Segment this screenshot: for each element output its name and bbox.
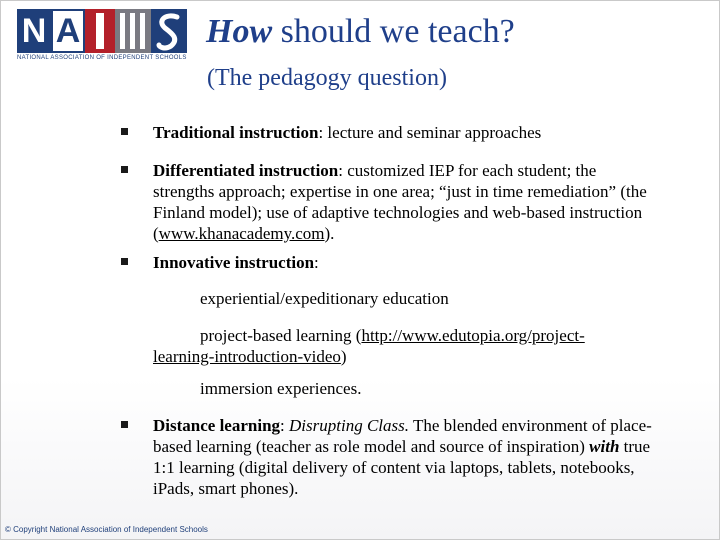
bullet-text — [153, 160, 653, 244]
item-text: project-based learning ( — [200, 326, 362, 345]
logo-letter-n-icon: N — [17, 9, 51, 53]
slide-title — [206, 13, 515, 51]
logo-swirl-s-icon — [151, 9, 187, 53]
bullet-text — [153, 122, 653, 143]
square-bullet-icon — [121, 166, 128, 173]
bullet-body: : customized IEP for each student; the strengths approach; expertise in one area; “just in time remediation” (the Finland model); use of adaptive technologies and web-based instruction ( — [153, 161, 647, 243]
bullet-body: : lecture and seminar approaches — [318, 123, 542, 142]
nais-logo — [17, 9, 187, 64]
innovative-item-project-based — [153, 325, 633, 367]
square-bullet-icon — [121, 421, 128, 428]
innovative-item-experiential: experiential/expeditionary education — [200, 289, 449, 308]
title-rest: should we teach? — [272, 13, 515, 50]
bullet-heading: Differentiated instruction — [153, 161, 339, 180]
emphasis-with: with — [589, 437, 620, 456]
book-title: Disrupting Class. — [289, 416, 409, 435]
bullet-body: : — [314, 253, 319, 272]
innovative-item-immersion: immersion experiences. — [200, 379, 362, 398]
bullet-text — [153, 252, 653, 273]
logo-caption: NATIONAL ASSOCIATION OF INDEPENDENT SCHOOLS — [17, 55, 187, 61]
copyright-footer: © Copyright National Association of Independent Schools — [5, 525, 208, 534]
bullet-body-2: The blended environment of place-based learning (teacher as role model and source of inspiration) — [153, 416, 652, 456]
bullet-body-end: ). — [324, 224, 335, 243]
logo-pillar-icon — [85, 9, 115, 53]
item-text-end: ) — [340, 347, 347, 366]
bullet-body-3: true 1:1 learning (digital delivery of content via laptops, tablets, notebooks, iPads, smart phones). — [153, 437, 651, 498]
title-emphasis: How — [206, 13, 273, 50]
slide-subtitle: (The pedagogy question) — [207, 65, 447, 91]
square-bullet-icon — [121, 258, 128, 265]
khanacademy-link[interactable]: www.khanacademy.com — [158, 224, 325, 243]
edutopia-link[interactable]: http://www.edutopia.org/project-learning-introduction-video — [153, 326, 585, 366]
logo-pillars-icon — [115, 9, 151, 53]
square-bullet-icon — [121, 128, 128, 135]
bullet-text — [153, 415, 653, 499]
bullet-heading: Distance learning — [153, 416, 281, 435]
bullet-body: : — [280, 416, 290, 435]
logo-letter-a-icon: A — [51, 9, 85, 53]
bullet-heading: Traditional instruction — [153, 123, 319, 142]
logo-blocks — [17, 9, 187, 53]
bullet-heading: Innovative instruction — [153, 253, 315, 272]
